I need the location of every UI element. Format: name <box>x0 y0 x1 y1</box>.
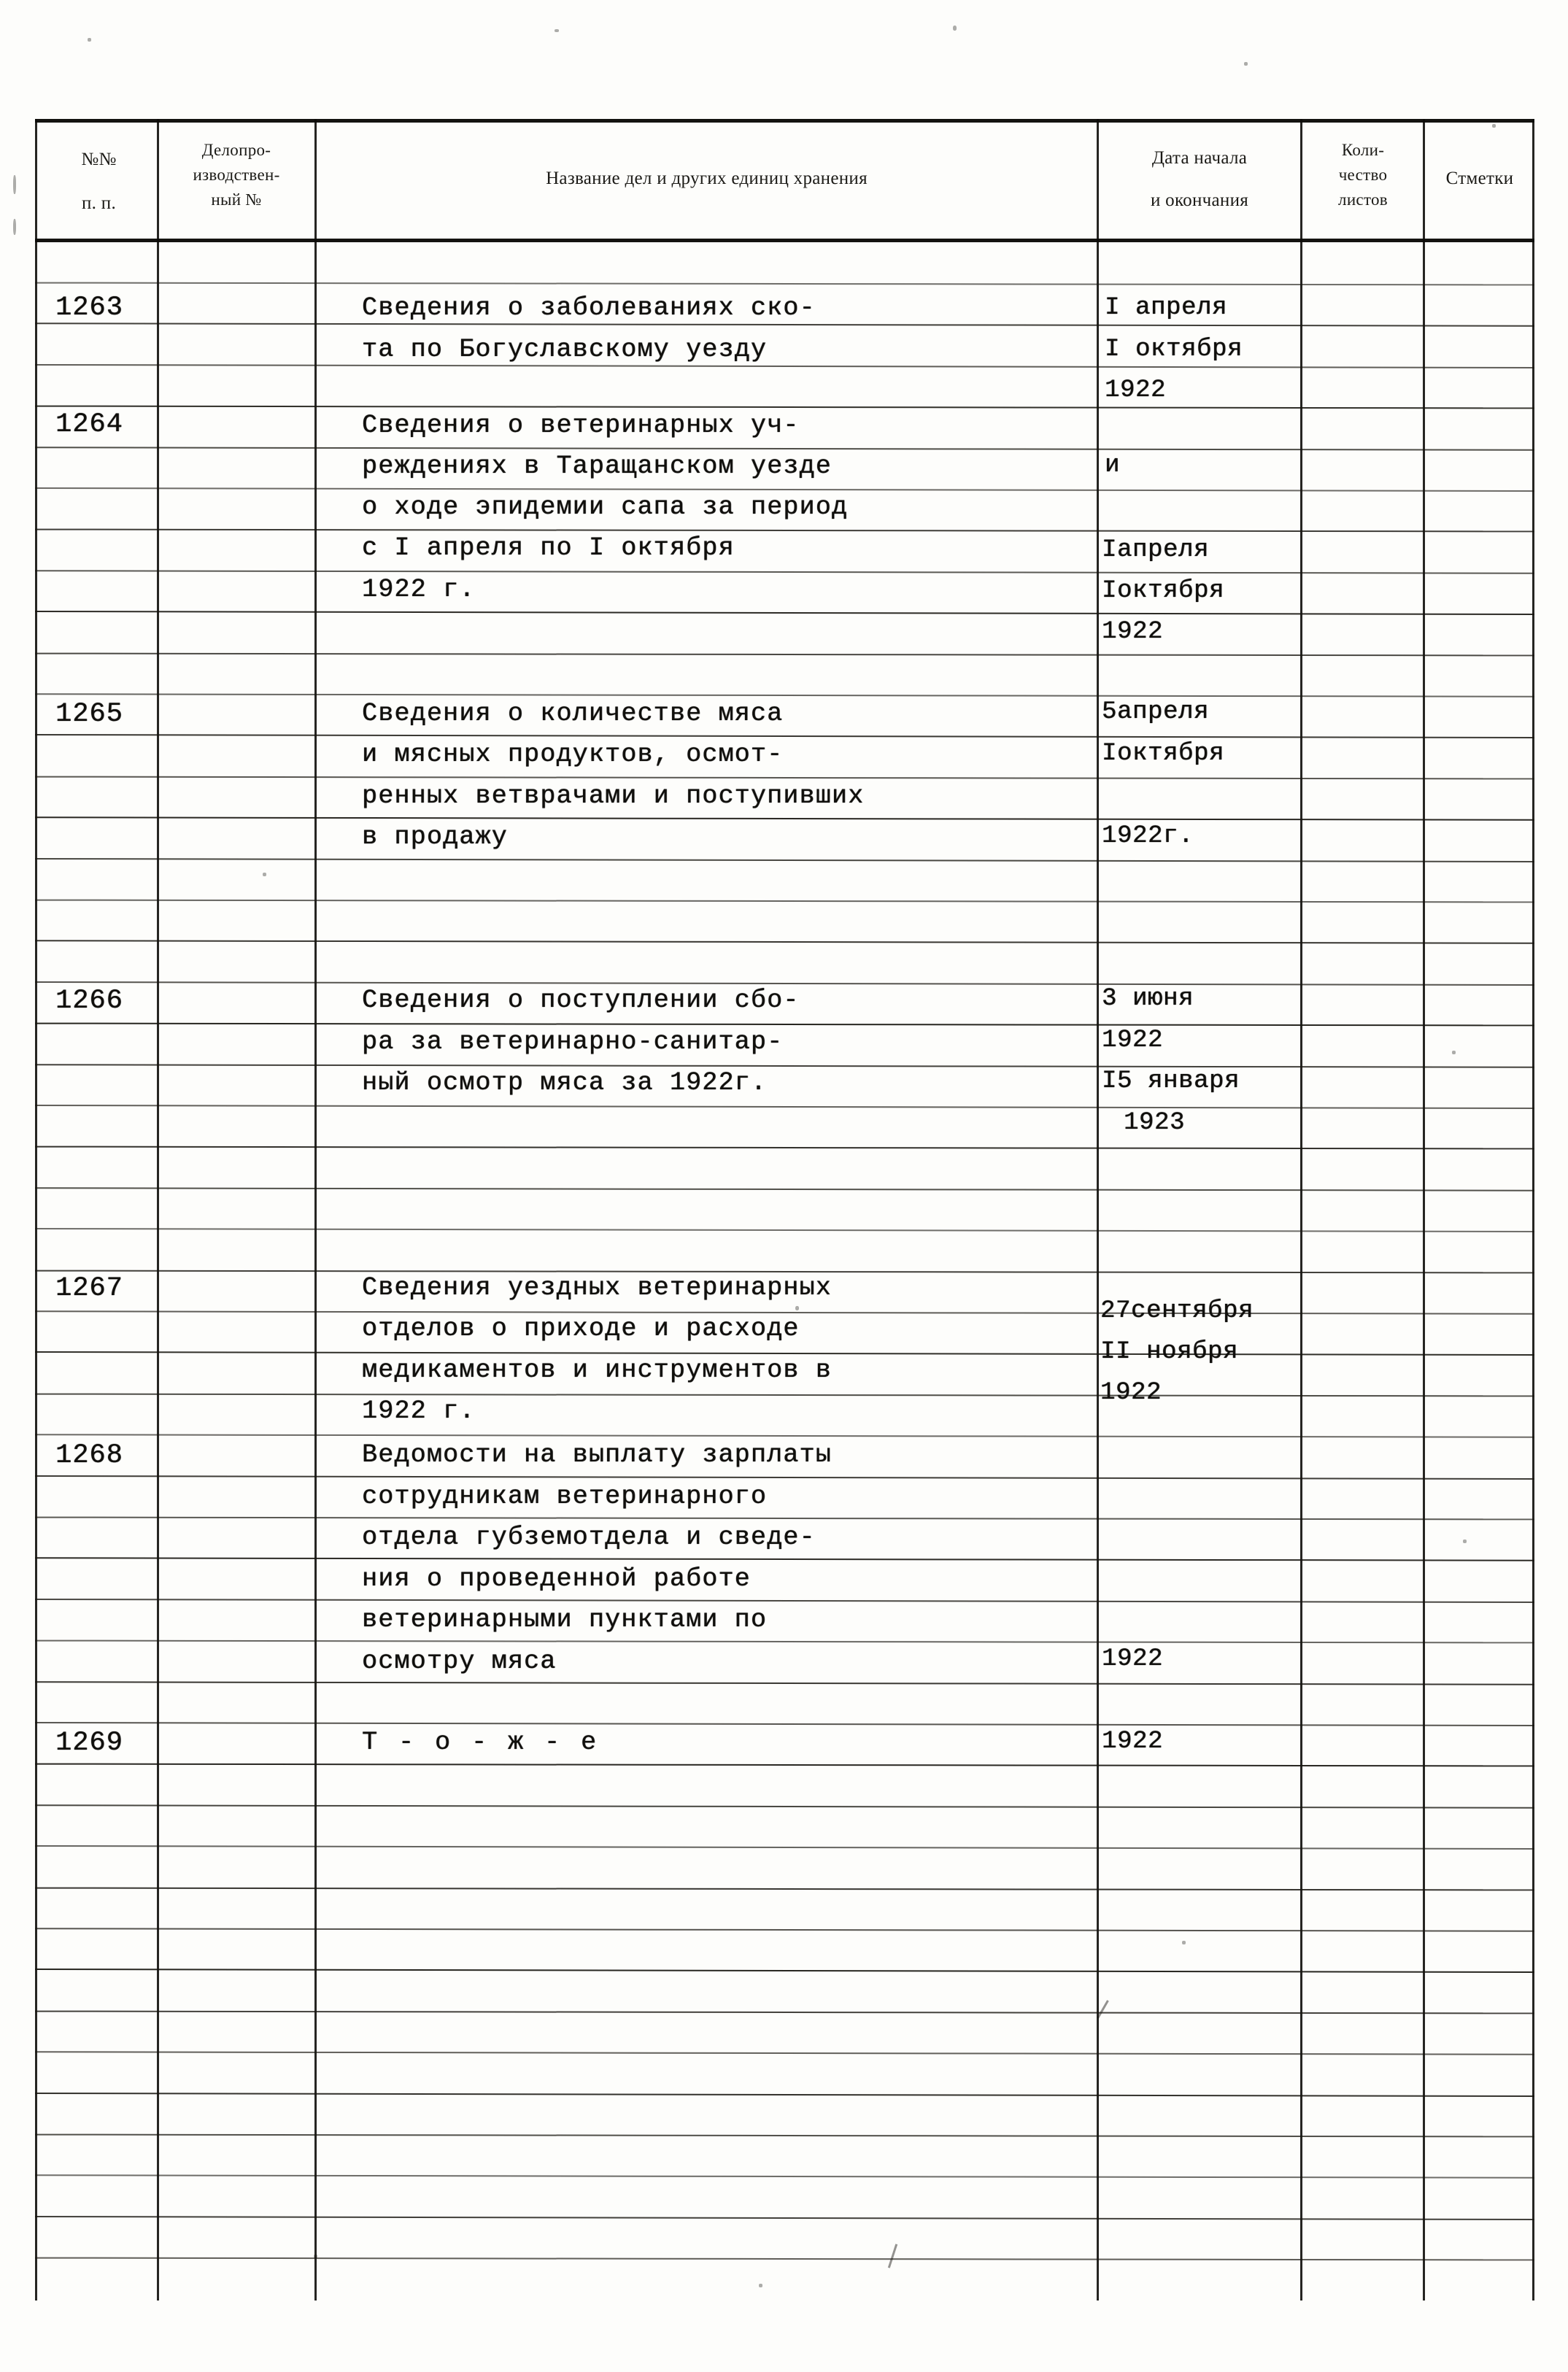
header-office-line-2: изводствен- <box>193 166 280 184</box>
row-title-1263-line-2: та по Богуславскому уезду <box>362 335 768 364</box>
ruled-line <box>35 1394 1534 1397</box>
row-date-1267-line-2: II ноября <box>1100 1338 1239 1366</box>
ruled-line <box>35 447 1534 450</box>
ruled-line <box>35 364 1534 368</box>
row-title-1268-line-4: ния о проведенной работе <box>362 1564 751 1593</box>
ruled-line <box>35 2011 1534 2014</box>
row-title-1264-line-1: Сведения о ветеринарных уч- <box>362 411 800 440</box>
ruled-line <box>35 900 1534 903</box>
row-date-1269-line-1: 1922 <box>1102 1728 1164 1755</box>
row-number-1268: 1268 <box>55 1440 123 1471</box>
row-title-1268-line-2: сотрудникам ветеринарного <box>362 1482 768 1511</box>
row-date-1265-line-2: Iоктября <box>1102 740 1225 768</box>
ruled-line <box>35 734 1534 738</box>
row-date-1265-line-3: 1922г. <box>1102 822 1194 850</box>
column-divider-4 <box>1300 119 1302 2300</box>
ruled-line <box>35 2051 1534 2055</box>
row-date-1266-line-4: 1923 <box>1124 1109 1186 1137</box>
row-title-1265-line-3: ренных ветврачами и поступивших <box>362 781 865 811</box>
row-date-1264-line-3: 1922 <box>1102 618 1164 646</box>
ruled-line <box>35 1722 1534 1726</box>
inventory-table <box>35 119 1534 2300</box>
ruled-line <box>35 1434 1534 1437</box>
row-title-1263-line-1: Сведения о заболеваниях ско- <box>362 293 816 322</box>
ruled-line <box>35 1599 1534 1603</box>
ruled-line <box>35 1064 1534 1067</box>
column-divider-5 <box>1423 119 1425 2300</box>
header-number-line-2: п. п. <box>81 193 116 213</box>
ruled-line <box>35 1928 1534 1931</box>
header-dates-col <box>1100 145 1299 214</box>
row-number-1269: 1269 <box>55 1728 123 1758</box>
ruled-line <box>35 858 1534 862</box>
row-title-1269-line-1: Т - о - ж - е <box>362 1728 600 1757</box>
ruled-line <box>35 1475 1534 1480</box>
row-date-1268-line-1: 1922 <box>1102 1645 1164 1673</box>
header-number-line-1: №№ <box>81 150 117 169</box>
ruled-line <box>35 2174 1534 2178</box>
header-title-col: Название дел и других единиц хранения <box>546 169 868 188</box>
table-header-row <box>35 119 1534 241</box>
row-title-1266-line-2: ра за ветеринарно-санитар- <box>362 1027 784 1056</box>
header-sheets-line-3: листов <box>1338 190 1388 209</box>
header-dates-line-1: Дата начала <box>1151 148 1248 168</box>
ruled-line <box>35 776 1534 780</box>
ruled-line <box>35 940 1534 943</box>
row-title-1267-line-3: медикаментов и инструментов в <box>362 1356 832 1385</box>
ruled-line <box>35 1681 1534 1685</box>
ruled-line <box>35 1969 1534 1973</box>
ruled-line <box>35 1557 1534 1561</box>
ruled-line <box>35 1517 1534 1521</box>
row-number-1267: 1267 <box>55 1273 123 1304</box>
row-date-1264-line-2: Iоктября <box>1102 577 1225 605</box>
ruled-line <box>35 1763 1534 1767</box>
row-title-1264-line-2: реждениях в Таращанском уезде <box>362 452 832 481</box>
row-date-1267-line-3: 1922 <box>1100 1379 1162 1407</box>
row-title-1266-line-3: ный осмотр мяса за 1922г. <box>362 1068 768 1097</box>
ruled-line <box>35 816 1534 820</box>
row-number-1265: 1265 <box>55 699 123 730</box>
ruled-line <box>35 1146 1534 1150</box>
row-date-1265-line-1: 5апреля <box>1102 698 1210 726</box>
ruled-line <box>35 2257 1534 2261</box>
row-title-1268-line-1: Ведомости на выплату зарплаты <box>362 1440 832 1469</box>
row-date-1266-line-1: 3 июня <box>1102 985 1194 1013</box>
column-divider-2 <box>314 119 317 2300</box>
ruled-line <box>35 1804 1534 1808</box>
ruled-line <box>35 611 1534 615</box>
row-date-1263-line-2: I октября <box>1105 336 1243 363</box>
header-office-line-1: Делопро- <box>201 141 271 159</box>
row-title-1264-line-3: о ходе эпидемии сапа за период <box>362 492 849 522</box>
ruled-line <box>35 322 1534 326</box>
ruled-line <box>35 653 1534 657</box>
ruled-line <box>35 1640 1534 1644</box>
ruled-line <box>35 406 1534 409</box>
row-number-1263: 1263 <box>55 293 123 323</box>
row-date-1267-line-1: 27сентября <box>1100 1297 1254 1325</box>
row-title-1268-line-6: осмотру мяса <box>362 1647 557 1676</box>
row-title-1264-overflow: и <box>1105 452 1120 479</box>
row-title-1267-line-4: 1922 г. <box>362 1396 476 1426</box>
ruled-line <box>35 2216 1534 2220</box>
column-divider-3 <box>1097 119 1099 2300</box>
header-number-col <box>42 147 155 217</box>
header-office-number-col <box>161 138 312 212</box>
row-date-1266-line-3: I5 января <box>1102 1067 1240 1095</box>
row-title-1268-line-5: ветеринарными пунктами по <box>362 1605 768 1634</box>
row-title-1267-line-2: отделов о приходе и расходе <box>362 1314 800 1343</box>
ruled-line <box>35 2093 1534 2097</box>
ruled-line <box>35 1105 1534 1109</box>
row-number-1266: 1266 <box>55 986 123 1016</box>
ruled-line <box>35 693 1534 697</box>
header-office-line-3: ный № <box>211 190 262 209</box>
header-sheets-line-2: чество <box>1338 166 1388 184</box>
row-title-1264-line-4: с I апреля по I октября <box>362 533 735 563</box>
column-divider-1 <box>157 119 159 2300</box>
row-title-1264-line-5: 1922 г. <box>362 575 476 604</box>
row-date-1266-line-2: 1922 <box>1102 1027 1164 1054</box>
row-title-1265-line-4: в продажу <box>362 822 508 851</box>
ruled-line <box>35 1845 1534 1850</box>
header-dates-line-2: и окончания <box>1150 190 1249 210</box>
ruled-line <box>35 1187 1534 1191</box>
row-title-1268-line-3: отдела губземотдела и сведе- <box>362 1523 816 1552</box>
row-title-1267-line-1: Сведения уездных ветеринарных <box>362 1273 832 1302</box>
row-date-1263-line-1: I апреля <box>1105 294 1228 322</box>
ruled-line <box>35 1023 1534 1027</box>
row-date-1263-line-3: 1922 <box>1105 376 1167 404</box>
ruled-line <box>35 529 1534 533</box>
row-number-1264: 1264 <box>55 409 123 440</box>
header-sheets-line-1: Коли- <box>1341 141 1385 159</box>
ruled-line <box>35 2134 1534 2138</box>
ruled-line <box>35 570 1534 573</box>
header-notes-col: Стметки <box>1445 169 1514 188</box>
row-title-1265-line-2: и мясных продуктов, осмот- <box>362 740 784 769</box>
ruled-line <box>35 1228 1534 1232</box>
header-sheets-col <box>1305 138 1421 212</box>
table-right-border <box>1532 119 1534 2300</box>
row-title-1265-line-1: Сведения о количестве мяса <box>362 699 784 728</box>
ruled-line <box>35 282 1534 286</box>
row-date-1264-line-1: Iапреля <box>1102 536 1210 564</box>
ruled-line <box>35 487 1534 492</box>
row-title-1266-line-1: Сведения о поступлении сбо- <box>362 986 800 1015</box>
ruled-line <box>35 1888 1534 1891</box>
